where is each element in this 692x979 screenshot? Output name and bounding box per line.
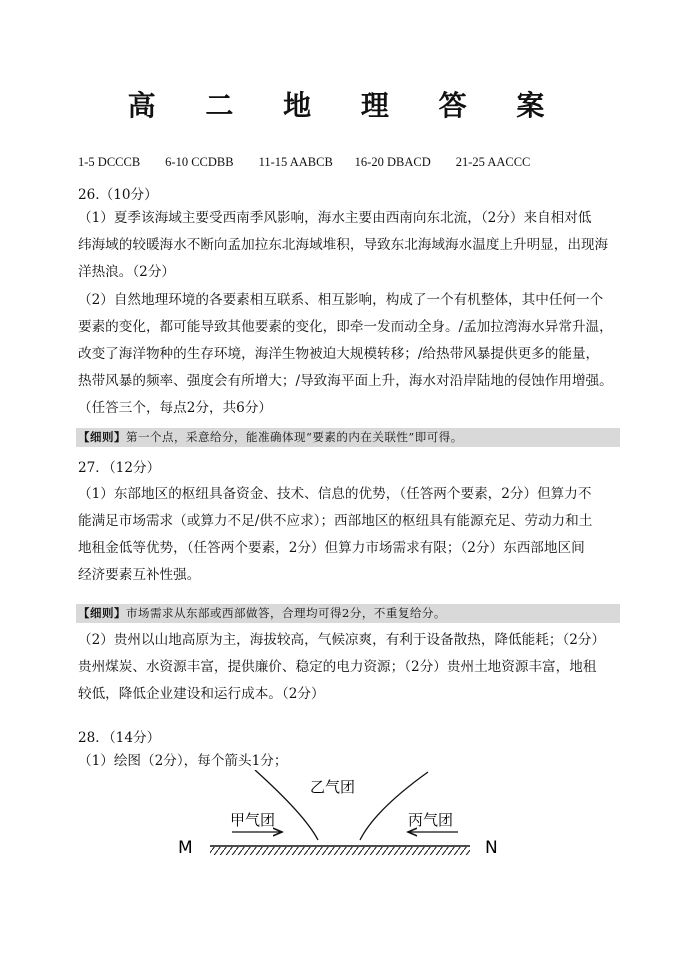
q26-grading-note: [76, 428, 620, 447]
q27-p2-line3: 较低，降低企业建设和运行成本。（2分）: [78, 686, 325, 702]
air-mass-diagram: [170, 770, 510, 870]
q26-header: 26.（10分）: [78, 187, 158, 203]
q27-p1-line2: 能满足市场需求（或算力不足/供不应求）；西部地区的枢纽具有能源充足、劳动力和土: [78, 513, 593, 529]
q27-p1-line3: 地租金低等优势，（任答两个要素，2分）但算力市场需求有限；（2分）东西部地区间: [78, 540, 585, 556]
q28-header: 28．（14分）: [78, 730, 161, 746]
q26-p1-line2: 纬海域的较暖海水不断向孟加拉东北海域堆积，导致东北海域海水温度上升明显，出现海: [78, 237, 609, 253]
q27-p1-line4: 经济要素互补性强。: [78, 567, 201, 583]
label-jia-air-mass: 甲气团: [230, 811, 276, 829]
q27-p2-line2: 贵州煤炭、水资源丰富，提供廉价、稳定的电力资源；（2分）贵州土地资源丰富，地租: [78, 659, 597, 675]
q26-p2-line5: （任答三个，每点2分，共6分）: [78, 400, 273, 416]
label-n: N: [485, 838, 498, 858]
left-front-curve: [255, 770, 318, 840]
answer-group-3: 11-15 AABCB: [258, 155, 333, 169]
answer-group-5: 21-25 AACCC: [455, 155, 531, 169]
q26-p2-line1: （2）自然地理环境的各要素相互联系、相互影响，构成了一个有机整体，其中任何一个: [78, 292, 604, 308]
q26-note-label: 【细则】: [78, 430, 126, 444]
q27-note-text: 市场需求从东部或西部做答，合理均可得2分，不重复给分。: [126, 606, 446, 620]
q27-note-label: 【细则】: [78, 606, 126, 620]
q26-p2-line2: 要素的变化，都可能导致其他要素的变化，即牵一发而动全身。/孟加拉湾海水异常升温，: [78, 319, 613, 335]
q28-part1: （1）绘图（2分），每个箭头1分；: [78, 753, 288, 769]
q27-header: 27．（12分）: [78, 460, 161, 476]
q26-p1-line1: （1）夏季该海域主要受西南季风影响，海水主要由西南向东北流，（2分）来自相对低: [78, 210, 592, 226]
choice-answers: [78, 155, 530, 170]
label-yi-air-mass: 乙气团: [310, 778, 356, 796]
q26-p2-line4: 热带风暴的频率、强度会有所增大；/导致海平面上升，海水对沿岸陆地的侵蚀作用增强。: [78, 373, 613, 389]
q26-part2: [78, 287, 623, 422]
label-bing-air-mass: 丙气团: [408, 811, 454, 829]
answer-group-2: 6-10 CCDBB: [165, 155, 234, 169]
answer-group-4: 16-20 DBACD: [354, 155, 431, 169]
answer-group-1: 1-5 DCCCB: [78, 155, 141, 169]
q26-p2-line3: 改变了海洋物种的生存环境，海洋生物被迫大规模转移；/给热带风暴提供更多的能量，: [78, 346, 600, 362]
q27-part2: [78, 627, 623, 708]
right-front-curve: [360, 772, 428, 840]
q26-part1: [78, 205, 623, 286]
q27-part1: [78, 481, 623, 589]
ground-hatch: [210, 847, 470, 855]
q27-p2-line1: （2）贵州以山地高原为主，海拔较高，气候凉爽，有利于设备散热，降低能耗；（2分）: [78, 632, 606, 648]
label-m: M: [178, 838, 193, 858]
q26-p1-line3: 洋热浪。（2分）: [78, 264, 176, 280]
q26-note-text: 第一个点，采意给分，能准确体现“要素的内在关联性”即可得。: [126, 430, 463, 444]
page-title: 高 二 地 理 答 案: [127, 89, 565, 122]
q27-p1-line1: （1）东部地区的枢纽具备资金、技术、信息的优势，（任答两个要素，2分）但算力不: [78, 486, 592, 502]
q27-grading-note: [76, 604, 620, 623]
